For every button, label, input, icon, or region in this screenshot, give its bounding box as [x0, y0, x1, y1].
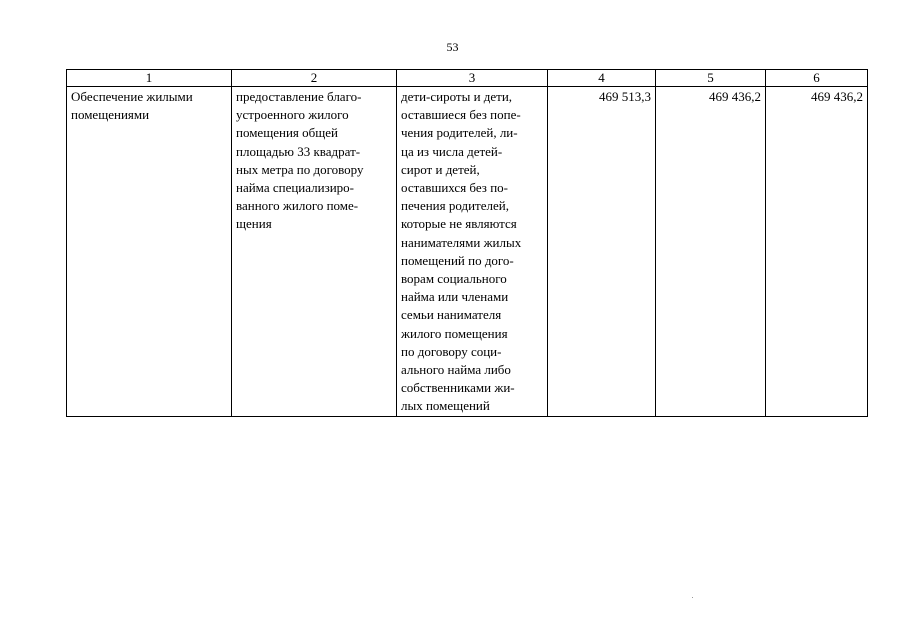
- cell-amount-year-2: 469 436,2: [656, 87, 766, 417]
- cell-recipients: [397, 87, 548, 417]
- column-header-2: 2: [232, 70, 397, 87]
- cell-service-name: [67, 87, 232, 417]
- recipients-text: дети-сироты и дети, оставшиеся без попе- чения родителей, ли- ца из числа детей- сирот и детей, оставшихся без по- печения родителей, которые не являются нанимателями жилых помещений по дого- ворам социального найма или членами семьи нанимателя жилого помещения по договору соци- ального найма либо собственниками жи- лых помещений: [401, 89, 522, 414]
- service-name-text: Обеспечение жилыми помещениями: [71, 89, 193, 123]
- service-description-text: предоставление благо- устроенного жилого помещения общей площадью 33 квадрат- ных метра по договору найма специализиро- ванного жилого поме- щения: [236, 89, 364, 232]
- column-header-6: 6: [766, 70, 868, 87]
- scan-speck: [692, 597, 693, 598]
- column-header-3: 3: [397, 70, 548, 87]
- cell-amount-year-1: 469 513,3: [548, 87, 656, 417]
- table-header-row: [67, 70, 868, 87]
- page-number: 53: [446, 40, 459, 54]
- column-header-5: 5: [656, 70, 766, 87]
- cell-service-description: [232, 87, 397, 417]
- table-row: [67, 87, 868, 417]
- budget-table: [66, 69, 868, 417]
- column-header-4: 4: [548, 70, 656, 87]
- column-header-1: 1: [67, 70, 232, 87]
- cell-amount-year-3: 469 436,2: [766, 87, 868, 417]
